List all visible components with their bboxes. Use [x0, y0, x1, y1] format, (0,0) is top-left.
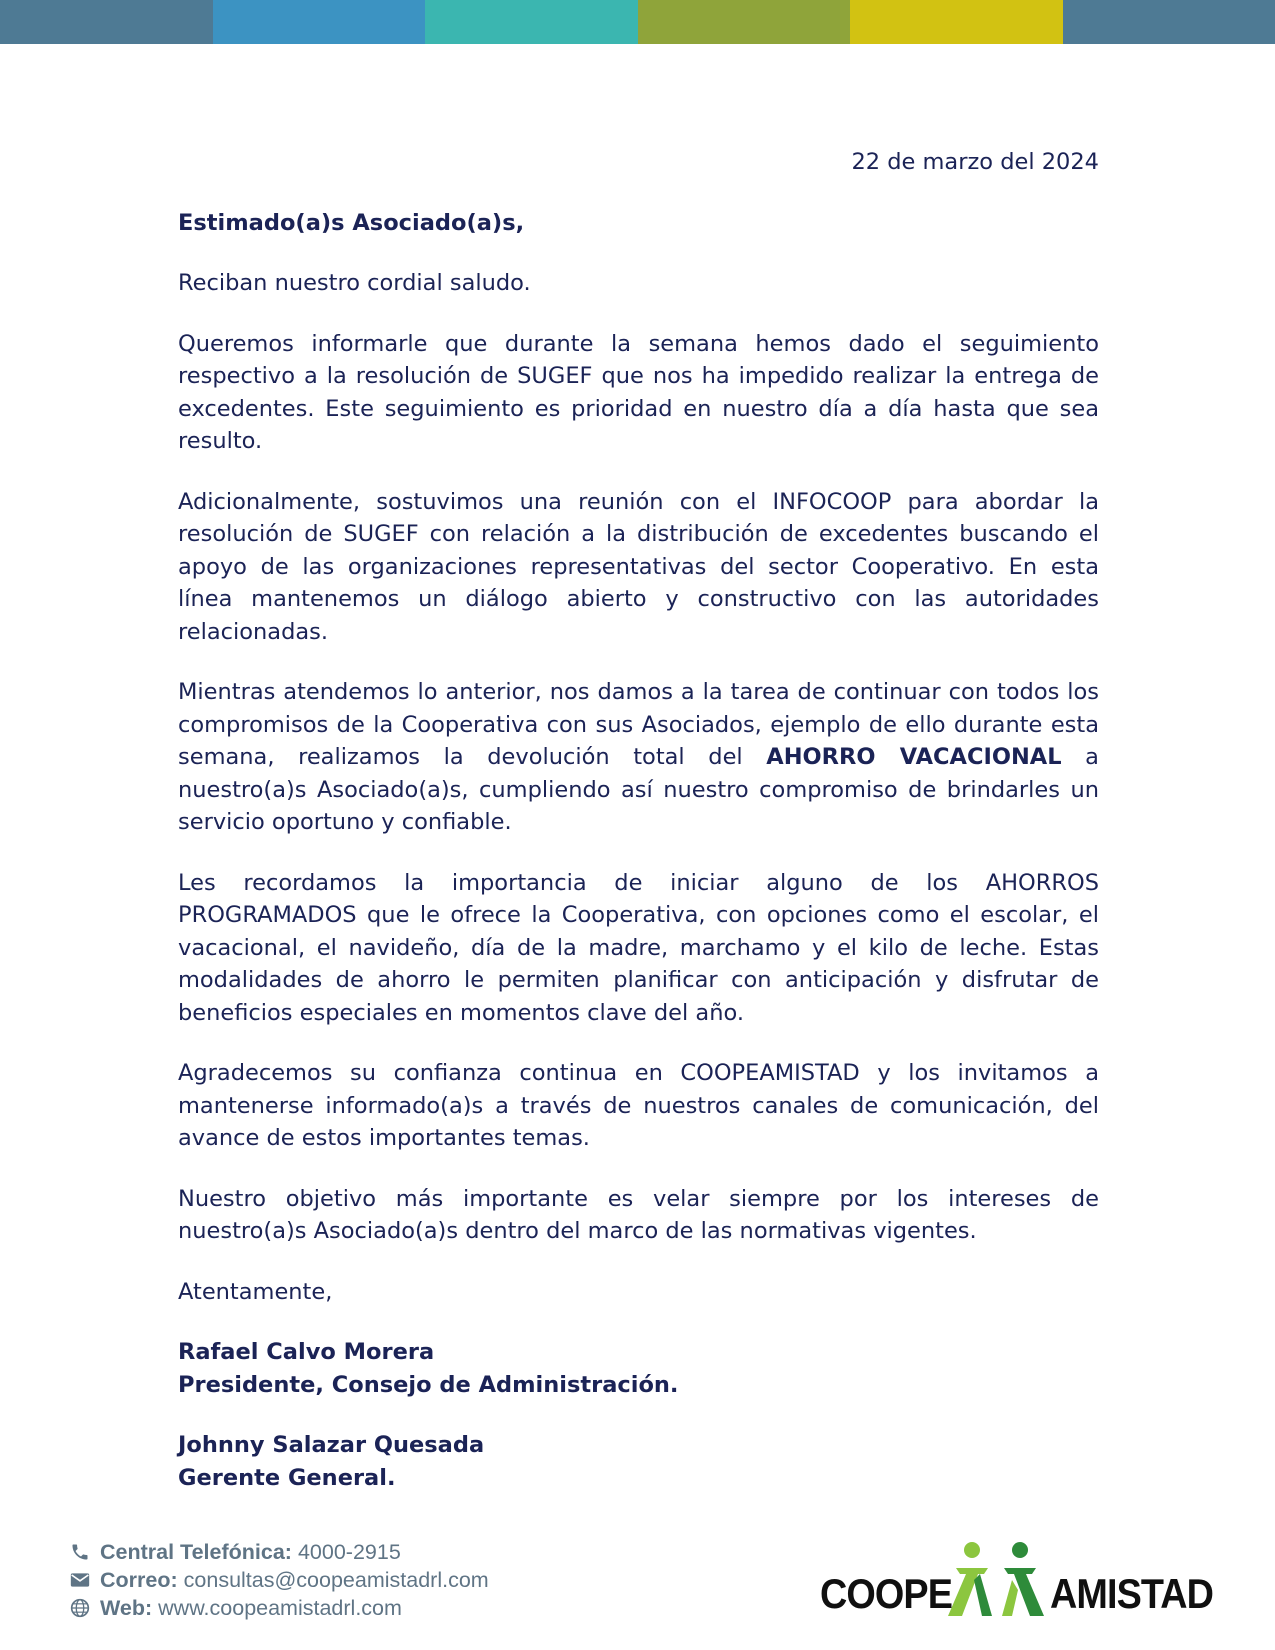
phone-value: 4000-2915	[297, 1540, 401, 1564]
letter-closing: Atentamente,	[178, 1278, 333, 1305]
email-label: Correo:	[100, 1568, 178, 1592]
phone-icon	[70, 1542, 100, 1562]
header-segment	[638, 0, 851, 44]
web-label: Web:	[100, 1596, 153, 1620]
paragraph-sugef-followup: Queremos informarle que durante la semana hemos dado el seguimiento respectivo a la resolución de SUGEF que nos ha impedido realizar la entrega de excedentes. Este seguimiento es prioridad en nuestro día a día hasta que sea resulto.	[178, 330, 1099, 454]
coopeamistad-logo	[818, 1540, 1214, 1620]
commitments-text-end: a nuestro(a)s Asociado(a)s, cumpliendo así nuestro compromiso de brindarles un servicio oportuno y confiable.	[178, 744, 1099, 835]
paragraph-commitments	[178, 676, 1099, 839]
paragraph-gratitude: Agradecemos su confianza continua en COOPEAMISTAD y los invitamos a mantenerse informado(a)s a través de nuestros canales de comunicación, del avance de estos importantes temas.	[178, 1060, 1099, 1151]
header-segment	[1063, 0, 1275, 44]
ahorro-vacacional-highlight: AHORRO VACACIONAL	[766, 744, 1062, 770]
contact-email-row	[70, 1566, 489, 1594]
signer-title: Gerente General.	[178, 1464, 396, 1491]
signer-title: Presidente, Consejo de Administración.	[178, 1371, 679, 1398]
signature-block-manager	[178, 1429, 1099, 1494]
header-segment	[425, 0, 638, 44]
email-value[interactable]: consultas@coopeamistadrl.com	[183, 1568, 489, 1592]
letter-greeting: Estimado(a)s Asociado(a)s,	[178, 209, 525, 236]
color-header-bar	[0, 0, 1275, 44]
paragraph-salutation: Reciban nuestro cordial saludo.	[178, 270, 531, 296]
header-segment	[850, 0, 1063, 44]
phone-label: Central Telefónica:	[100, 1540, 292, 1564]
signature-block-president	[178, 1336, 1099, 1401]
web-value[interactable]: www.coopeamistadrl.com	[158, 1596, 402, 1620]
globe-icon	[70, 1598, 100, 1618]
letter-body	[178, 146, 1099, 1522]
commitments-text-start: Mientras atendemos lo anterior, nos damos a la tarea de continuar con todos los compromisos de la Cooperativa con sus Asociados, ejemplo de ello durante esta semana, realizamos la devolución total del	[178, 679, 1099, 770]
paragraph-infocoop-meeting: Adicionalmente, sostuvimos una reunión con el INFOCOOP para abordar la resolución de SUGEF con relación a la distribución de excedentes buscando el apoyo de las organizaciones representativas del sector Cooperativo. En esta línea mantenemos un diálogo abierto y constructivo con las autoridades relacionadas.	[178, 488, 1099, 645]
paragraph-objective: Nuestro objetivo más importante es velar siempre por los intereses de nuestro(a)s Asociado(a)s dentro del marco de las normativas vigentes.	[178, 1185, 1099, 1244]
contact-phone-row	[70, 1538, 489, 1566]
letter-date: 22 de marzo del 2024	[851, 149, 1099, 175]
contact-web-row	[70, 1594, 489, 1622]
signer-name: Johnny Salazar Quesada	[178, 1432, 485, 1458]
people-icon	[940, 1540, 1052, 1620]
logo-text-coope: COOPE	[820, 1570, 953, 1617]
signer-name: Rafael Calvo Morera	[178, 1339, 435, 1365]
paragraph-savings-programs: Les recordamos la importancia de iniciar alguno de los AHORROS PROGRAMADOS que le ofrece la Cooperativa, con opciones como el escolar, el vacacional, el navideño, día de la madre, marchamo y el kilo de leche. Estas modalidades de ahorro le permiten planificar con anticipación y disfrutar de beneficios especiales en momentos clave del año.	[178, 869, 1099, 1026]
header-segment	[213, 0, 426, 44]
contact-info	[70, 1538, 489, 1622]
logo-text-amistad: AMISTAD	[1050, 1570, 1214, 1617]
header-segment	[0, 0, 213, 44]
envelope-icon	[70, 1572, 100, 1588]
